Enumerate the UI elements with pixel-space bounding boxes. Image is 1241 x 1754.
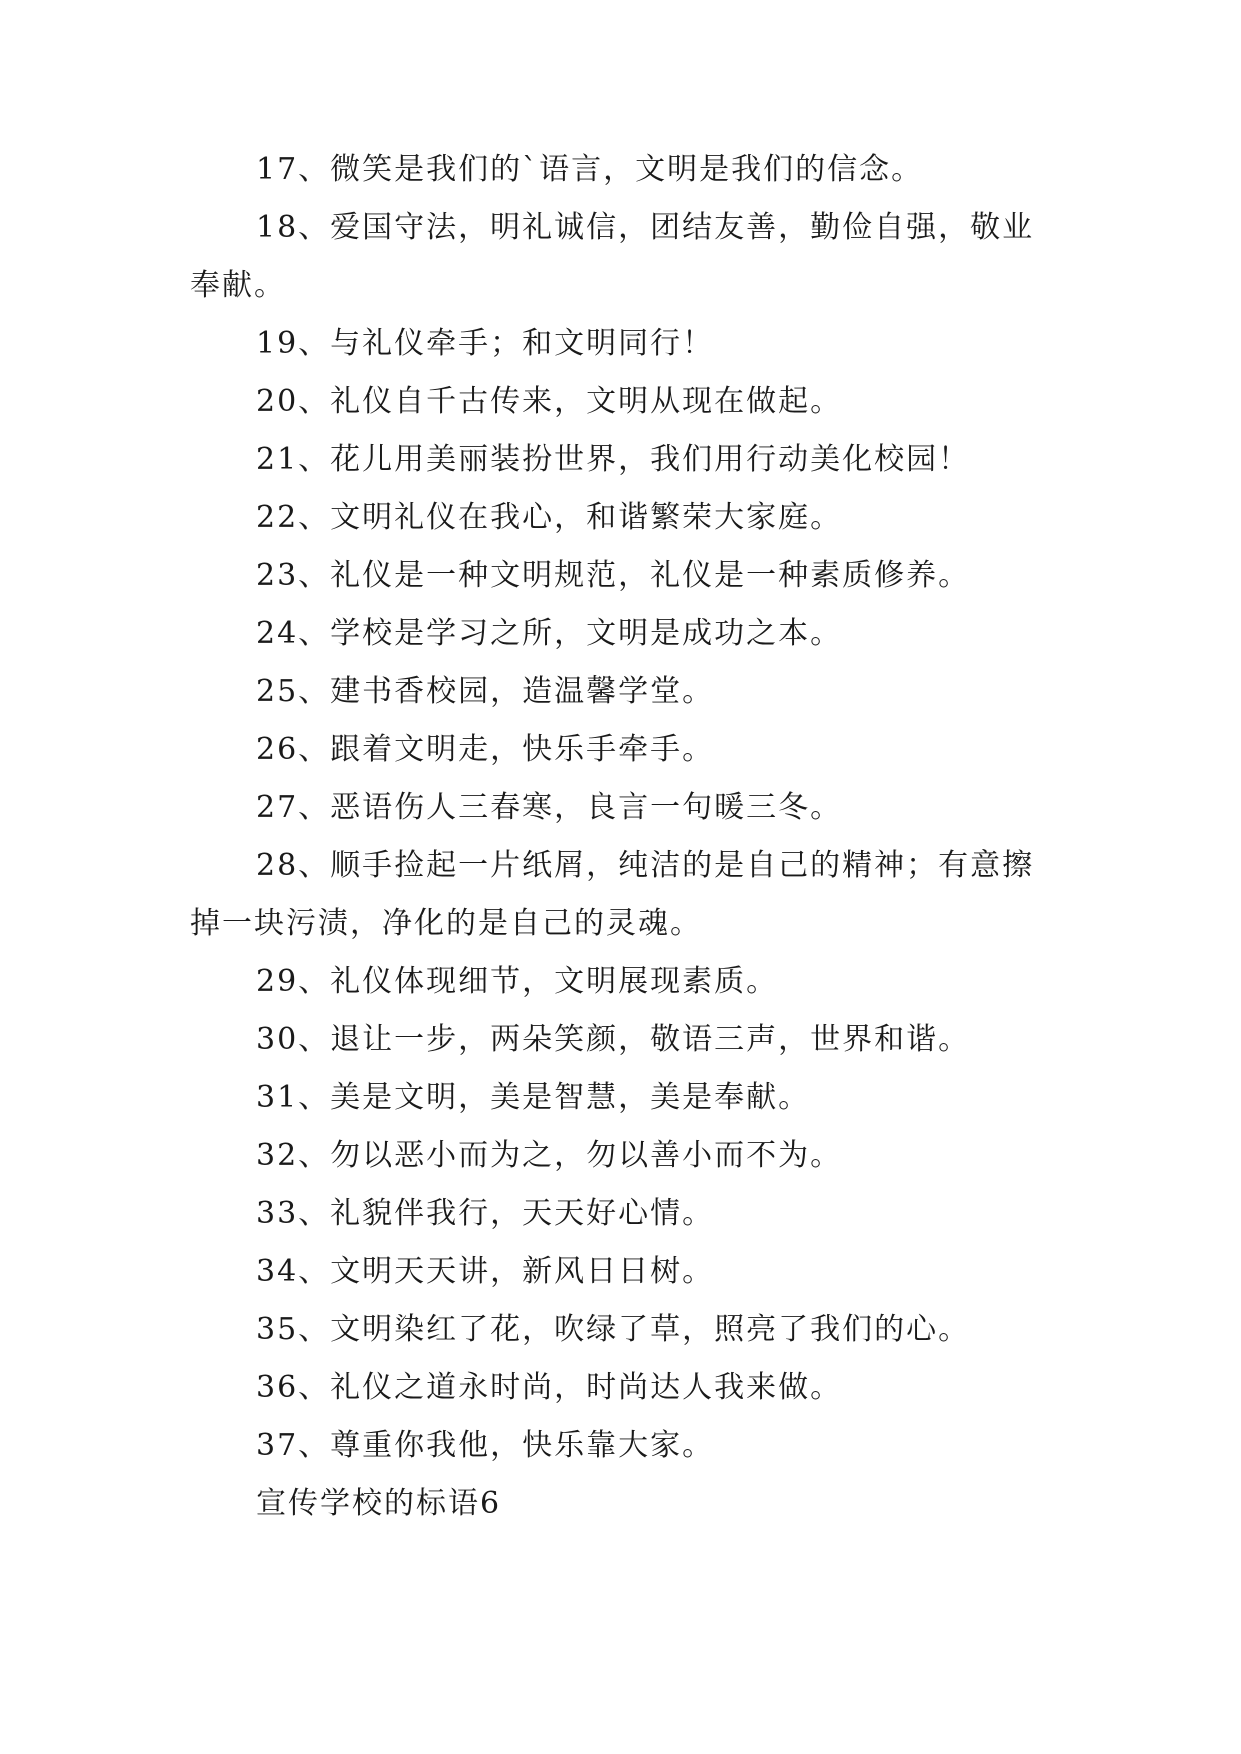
slogan-28: 28、顺手捡起一片纸屑，纯洁的是自己的精神；有意擦 掉一块污渍，净化的是自己的灵魂。 [190, 848, 1035, 941]
slogan-31: 31、美是文明，美是智慧，美是奉献。 [256, 1080, 811, 1115]
slogan-26: 26、跟着文明走，快乐手牵手。 [256, 732, 715, 767]
slogan-32: 32、勿以恶小而为之，勿以善小而不为。 [256, 1138, 843, 1173]
slogan-18: 18、爱国守法，明礼诚信，团结友善，勤俭自强，敬业 奉献。 [190, 210, 1035, 303]
document-body [190, 152, 1050, 1521]
slogan-27: 27、恶语伤人三春寒，良言一句暖三冬。 [256, 790, 843, 825]
slogan-19: 19、与礼仪牵手；和文明同行！ [256, 326, 715, 361]
slogan-24: 24、学校是学习之所，文明是成功之本。 [256, 616, 843, 651]
slogan-29: 29、礼仪体现细节，文明展现素质。 [256, 964, 779, 999]
slogan-35: 35、文明染红了花，吹绿了草，照亮了我们的心。 [256, 1312, 971, 1347]
slogan-20: 20、礼仪自千古传来，文明从现在做起。 [256, 384, 843, 419]
slogan-34: 34、文明天天讲，新风日日树。 [256, 1254, 715, 1289]
slogan-25: 25、建书香校园，造温馨学堂。 [256, 674, 715, 709]
slogan-21: 21、花儿用美丽装扮世界，我们用行动美化校园！ [256, 442, 971, 477]
slogan-30: 30、退让一步，两朵笑颜，敬语三声，世界和谐。 [256, 1022, 971, 1057]
slogan-17: 17、微笑是我们的`语言，文明是我们的信念。 [256, 152, 924, 187]
slogan-37: 37、尊重你我他，快乐靠大家。 [256, 1428, 715, 1463]
slogan-33: 33、礼貌伴我行，天天好心情。 [256, 1196, 715, 1231]
section-heading: 宣传学校的标语6 [256, 1486, 502, 1521]
slogan-23: 23、礼仪是一种文明规范，礼仪是一种素质修养。 [256, 558, 971, 593]
slogan-36: 36、礼仪之道永时尚，时尚达人我来做。 [256, 1370, 843, 1405]
slogan-22: 22、文明礼仪在我心，和谐繁荣大家庭。 [256, 500, 843, 535]
